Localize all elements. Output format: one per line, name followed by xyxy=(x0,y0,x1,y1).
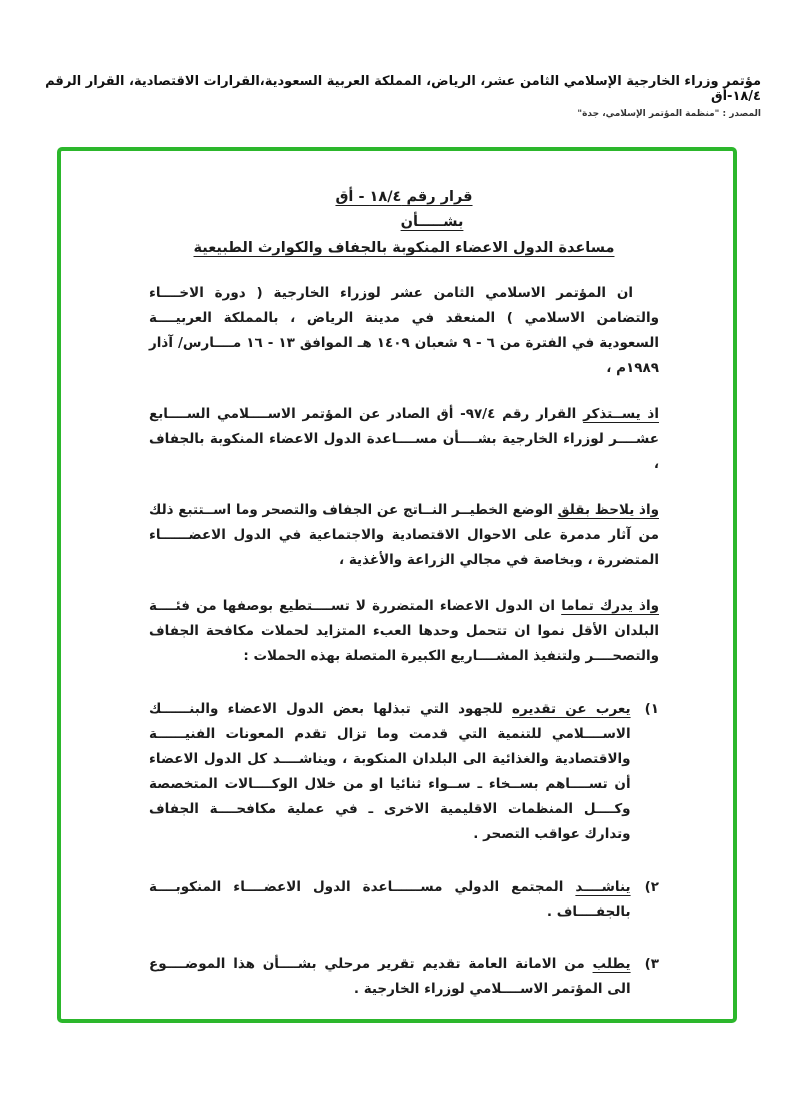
resolution-title-block xyxy=(149,185,659,261)
item-number: ١) xyxy=(644,700,659,717)
clause-text: الوضع الخطيــر النــاتج عن الجفاف والتصحر وما اســتتبع ذلك من آثار مدمرة على الاحوال الاقتصادية والاجتماعية في الدول الاعضــــــاء المتضررة ، وبخاصة في مجالي الزراعة والأغذية ، xyxy=(149,501,659,568)
numbered-item xyxy=(149,952,659,1002)
scan-border xyxy=(57,147,737,1023)
item-text xyxy=(149,952,631,1002)
item-text xyxy=(149,875,631,925)
item-body: المجتمع الدولي مســــــاعدة الدول الاعضــــاء المنكوبــــة بالجفــــاف . xyxy=(149,878,631,920)
item-lead: يناشــــد xyxy=(575,878,631,895)
clause-text: ان الدول الاعضاء المتضررة لا تســــتطيع بوصفها من فئــــة البلدان الأقل نموا ان تتحمل وحدها العبء المتزايد لحملات مكافحة الجفاف والتصحــــر ولتنفيذ المشــــاريع الكبيرة المتصلة بهذه الحملات : xyxy=(149,597,659,664)
item-lead: يعرب عن تقديره xyxy=(512,700,631,717)
item-text xyxy=(149,697,631,847)
numbered-item xyxy=(149,697,659,847)
item-number: ٣) xyxy=(644,956,659,973)
preamble-paragraph: ان المؤتمر الاسلامي الثامن عشر لوزراء الخارجية ( دورة الاخــــاء والتضامن الاسلامي ) المنعقد في مدينة الرياض ، بالمملكة العربيــــة السعودية في الفترة من ٦ - ٩ شعبان ١٤٠٩ هـ الموافق ١٣ - ١٦ مــــارس/ آذار ١٩٨٩م ، xyxy=(149,285,659,377)
publisher-line: المصدر : "منظمة المؤتمر الإسلامي، جدة" xyxy=(577,109,761,119)
item-lead: يطلب xyxy=(592,956,631,973)
resolution-number-title: قرار رقم ١٨/٤ - أق xyxy=(335,189,473,205)
clause-paragraph xyxy=(149,594,659,669)
clause-lead: واذ يلاحظ بقلق xyxy=(557,501,659,518)
numbered-item xyxy=(149,875,659,925)
clause-lead: اذ يســتذكر xyxy=(583,406,659,422)
clause-lead: واذ يدرك تماما xyxy=(561,597,659,614)
source-citation-line: مؤتمر وزراء الخارجية الإسلامي الثامن عشر، الرياض، المملكة العربية السعودية،القرارات الاقتصادية، القرار الرقم ١٨/٤-أق xyxy=(45,74,761,104)
source-header xyxy=(28,74,761,119)
scanned-document xyxy=(61,151,733,1023)
resolution-subject-title: مساعدة الدول الاعضاء المنكوبة بالجفاف والكوارث الطبيعية xyxy=(193,239,615,256)
item-number: ٢) xyxy=(644,878,659,895)
resolution-subject-word: بشـــــأن xyxy=(400,214,464,231)
item-body: للجهود التي تبذلها بعض الدول الاعضاء والبنــــــك الاســــلامي للتنمية التي قدمت وما تزال تقدم المعونات الفنيــــــة والاقتصادية والغذائية الى البلدان المنكوبة ، ويناشــــد كل الدول الاعضاء أن تســــاهم بســخاء ـ ســواء ثنائيا او من خلال الوكــــالات المتخصصة وكــــل المنظمات الاقليمية الاخرى ـ في عملية مكافحــــة الجفاف وتدارك عواقب التصحر . xyxy=(149,700,631,842)
clause-paragraph xyxy=(149,402,659,477)
clause-paragraph xyxy=(149,498,659,573)
item-body: من الامانة العامة تقديم تقرير مرحلي بشــــأن هذا الموضــــوع الى المؤتمر الاســــلامي لوزراء الخارجية . xyxy=(149,956,631,998)
clause-text: القرار رقم ٩٧/٤- أق الصادر عن المؤتمر الاســــلامي الســــابع عشــــر لوزراء الخارجية بشــــأن مســــاعدة الدول الاعضاء المنكوبة بالجفاف ، xyxy=(149,406,659,472)
